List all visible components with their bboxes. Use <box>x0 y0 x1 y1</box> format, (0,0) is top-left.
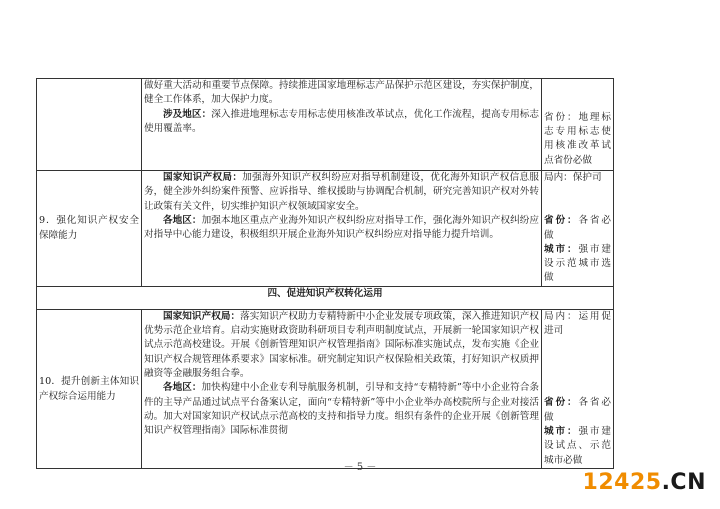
watermark-number: 12425 <box>582 470 662 495</box>
section-title: 四、促进知识产权转化运用 <box>37 286 614 309</box>
responsibility-bureau: 局内：保护司 <box>544 172 602 183</box>
responsibility-text: 省份：地理标志专用标志使用核准改革试点省份必做 <box>544 111 611 166</box>
site-watermark-logo <box>583 470 706 495</box>
measure-paragraph: 做好重大活动和重要节点保障。持续推进国家地理标志产品保护示范区建设，夯实保护制度，健全工作体系，加大保护力度。 <box>144 80 539 106</box>
task-name: 10．提升创新主体知识产权综合运用能力 <box>39 375 139 402</box>
table-row-continued <box>37 79 614 171</box>
measure-cell <box>142 79 542 171</box>
region-label: 各地区： <box>163 382 202 394</box>
region-label: 涉及地区： <box>163 108 212 120</box>
region-text: 加快构建中小企业专利导航服务机制，引导和支持“专精特新”等中小企业符合条件的主导产品通过试点平台备案认定，面向“专精特新”等中小企业举办高校院所与企业对接活动。加大对国家知识产权试点示范高校的支持和指导力度。组织有条件的企业开展《创新管理知识产权管理指南》国际标准贯彻 <box>144 382 540 437</box>
region-text: 深入推进地理标志专用标志使用核准改革试点，优化工作流程，提高专用标志使用覆盖率。 <box>144 108 540 134</box>
responsibility-cell <box>542 79 614 171</box>
province-text: 各省必做 <box>544 397 612 423</box>
measure-paragraph <box>144 171 539 214</box>
task-cell-empty <box>37 79 142 171</box>
task-name-cell <box>37 309 142 468</box>
city-label: 城市： <box>544 425 579 437</box>
measure-paragraph <box>144 214 539 243</box>
measure-paragraph <box>144 310 539 381</box>
region-text: 加强本地区重点产业海外知识产权纠纷应对指导工作，强化海外知识产权纠纷应对指导中心能力建设，积极组织开展企业海外知识产权纠纷应对指导能力提升培训。 <box>144 214 540 241</box>
responsibility-cell <box>542 309 614 468</box>
task-name: 9．强化知识产权安全保障能力 <box>39 215 139 242</box>
city-label: 城市： <box>544 243 579 255</box>
responsibility-province <box>544 396 611 425</box>
responsibility-cell <box>542 171 614 287</box>
watermark-domain: .CN <box>661 470 706 495</box>
agency-text: 落实知识产权助力专精特新中小企业发展专项政策，深入推进知识产权优势示范企业培育。启动实施财政资助科研项目专利声明制度试点，开展新一轮国家知识产权试点示范高校建设。开展《创新管理知识产权管理指南》国际标准实施试点，发布实施《企业知识产权合规管理体系要求》国家标准。研究制定知识产权保险相关政策，打好知识产权质押融资等金融服务组合拳。 <box>144 310 540 379</box>
page-number: － 5 － <box>343 462 377 473</box>
region-label: 各地区： <box>163 214 202 226</box>
measure-cell <box>142 309 542 468</box>
province-text: 各省必做 <box>544 215 612 241</box>
section-header-row <box>37 286 614 309</box>
measure-cell <box>142 171 542 287</box>
province-label: 省份： <box>544 215 579 227</box>
responsibility-province <box>544 214 611 243</box>
table-row-task-10 <box>37 309 614 468</box>
responsibility-city <box>544 243 611 286</box>
task-name-cell <box>37 171 142 287</box>
agency-text: 加强海外知识产权纠纷应对指导机制建设，优化海外知识产权信息服务，健全涉外纠纷案件预警、应诉指导、维权援助与协调配合机制，研究完善知识产权对外转让政策有关文件，切实维护知识产权领域国家安全。 <box>144 172 540 212</box>
agency-label: 国家知识产权局： <box>163 172 243 183</box>
task-table <box>36 78 614 469</box>
agency-label: 国家知识产权局： <box>163 310 241 322</box>
responsibility-bureau: 局内：运用促进司 <box>544 310 611 337</box>
table-row-task-9 <box>37 171 614 287</box>
city-text: 强市建设示范城市选做 <box>544 243 612 284</box>
province-label: 省份： <box>544 397 579 409</box>
measure-paragraph <box>144 108 539 137</box>
city-text: 强市建设试点、示范城市必做 <box>544 425 612 466</box>
measure-paragraph <box>144 381 539 438</box>
